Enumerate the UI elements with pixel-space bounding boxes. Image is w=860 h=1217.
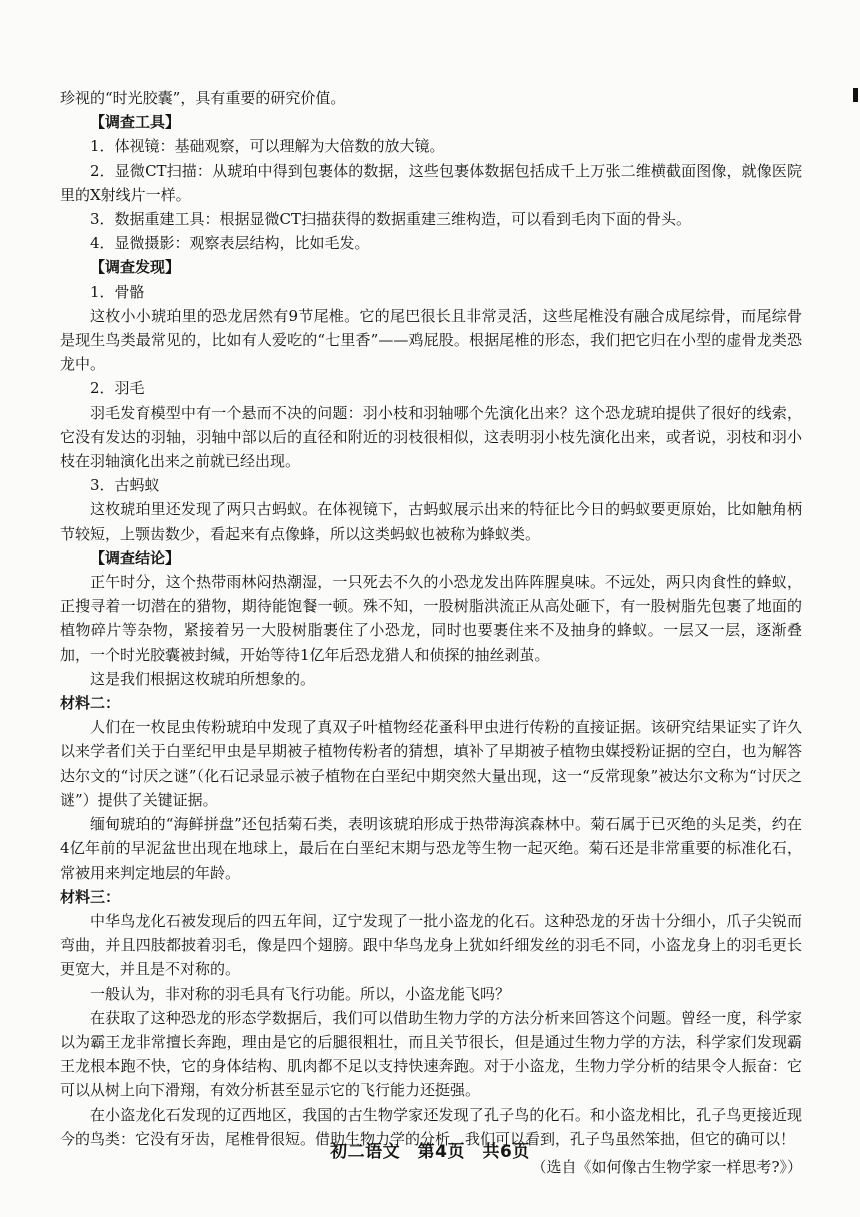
paragraph: 在获取了这种恐龙的形态学数据后，我们可以借助生物力学的方法分析来回答这个问题。曾经一度，科学家以为霸王龙非常擅长奔跑，理由是它的后腿很粗壮，而且关节很长，但是通过生物力学的方法，科学家们发现霸王龙根本跑不快，它的身体结构、肌肉都不足以支持快速奔跑。对于小盗龙，生物力学分析的结果令人振奋：它可以从树上向下滑翔，有效分析甚至显示它的飞行能力还挺强。 [60,1008,802,1100]
tool-item: 1．体视镜：基础观察，可以理解为大倍数的放大镜。 [90,137,445,156]
article-body [60,86,802,1179]
source-citation: （选自《如何像古生物学家一样思考?》） [531,1157,802,1176]
paragraph: 这是我们根据这枚琥珀所想象的。 [90,669,316,688]
paragraph: 这枚琥珀里还发现了两只古蚂蚁。在体视镜下，古蚂蚁展示出来的特征比今日的蚂蚁要更原始，比如触角柄节较短，上颚齿数少，看起来有点像蜂，所以这类蚂蚁也被称为蜂蚁类。 [60,500,802,543]
paragraph: 一般认为，非对称的羽毛具有飞行功能。所以，小盗龙能飞吗？ [90,984,511,1003]
tool-item: 3．数据重建工具：根据显微CT扫描获得的数据重建三维构造，可以看到毛肉下面的骨头。 [90,210,692,229]
paragraph: 在小盗龙化石发现的辽西地区，我国的古生物学家还发现了孔子鸟的化石。和小盗龙相比，孔子鸟更接近现今的鸟类：它没有牙齿，尾椎骨很短。借助生物力学的分析，我们可以看到，孔子鸟虽然笨拙，但它的确可以！ [60,1105,802,1148]
edge-mark [853,88,858,102]
paragraph: 缅甸琥珀的“海鲜拼盘”还包括菊石类，表明该琥珀形成于热带海滨森林中。菊石属于已灭绝的头足类，约在4亿年前的早泥盆世出现在地球上，最后在白垩纪末期与恐龙等生物一起灭绝。菊石还是非常重要的标准化石，常被用来判定地层的年龄。 [60,815,802,882]
paragraph: 这枚小小琥珀里的恐龙居然有9节尾椎。它的尾巴很长且非常灵活，这些尾椎没有融合成尾综骨，而尾综骨是现生鸟类最常见的，比如有人爱吃的“七里香”——鸡屁股。根据尾椎的形态，我们把它归在小型的虚骨龙类恐龙中。 [60,306,802,374]
material-two-heading: 材料二： [60,694,121,713]
paragraph: 正午时分，这个热带雨林闷热潮湿，一只死去不久的小恐龙发出阵阵腥臭味。不远处，两只肉食性的蜂蚁，正搜寻着一切潜在的猎物，期待能饱餐一顿。殊不知，一股树脂洪流正从高处砸下，有一股树脂先包裹了地面的植物碎片等杂物，紧接着另一大股树脂裹住了小恐龙，同时也要裹住来不及抽身的蜂蚁。一层又一层，逐渐叠加，一个时光胶囊被封缄，开始等待1亿年后恐龙猎人和侦探的抽丝剥茧。 [60,573,802,664]
material-three-heading: 材料三： [60,887,121,906]
tool-item: 4．显微摄影：观察表层结构，比如毛发。 [90,234,370,253]
finding-subheading: 2．羽毛 [90,379,145,398]
paragraph: 羽毛发育模型中有一个悬而不决的问题：羽小枝和羽轴哪个先演化出来？这个恐龙琥珀提供了很好的线索，它没有发达的羽轴，羽轴中部以后的直径和附近的羽枝很相似，这表明羽小枝先演化出来，或者说，羽枝和羽小枝在羽轴演化出来之前就已经出现。 [60,403,802,471]
paragraph: 中华鸟龙化石被发现后的四五年间，辽宁发现了一批小盗龙的化石。这种恐龙的牙齿十分细小，爪子尖锐而弯曲，并且四肢都披着羽毛，像是四个翅膀。跟中华鸟龙身上犹如纤细发丝的羽毛不同，小盗龙身上的羽毛更长更宽大，并且是不对称的。 [60,911,802,979]
section-heading-findings: 【调查发现】 [90,258,181,277]
page-footer: 初二语文 第4页 共6页 [330,1142,530,1162]
section-heading-conclusion: 【调查结论】 [90,548,181,567]
tool-item: 2．显微CT扫描：从琥珀中得到包裹体的数据，这些包裹体数据包括成千上万张二维横截面图像，就像医院里的X射线片一样。 [60,161,802,204]
finding-subheading: 1．骨骼 [90,282,145,301]
paragraph: 珍视的“时光胶囊”，具有重要的研究价值。 [60,89,346,107]
finding-subheading: 3．古蚂蚁 [90,476,160,495]
paragraph: 人们在一枚昆虫传粉琥珀中发现了真双子叶植物经花蚤科甲虫进行传粉的直接证据。该研究结果证实了许久以来学者们关于白垩纪甲虫是早期被子植物传粉者的猜想，填补了早期被子植物虫媒授粉证据的空白，也为解答达尔文的“讨厌之谜”（化石记录显示被子植物在白垩纪中期突然大量出现，这一“反常现象”被达尔文称为“讨厌之谜”）提供了关键证据。 [60,718,802,809]
section-heading-tools: 【调查工具】 [90,113,181,132]
